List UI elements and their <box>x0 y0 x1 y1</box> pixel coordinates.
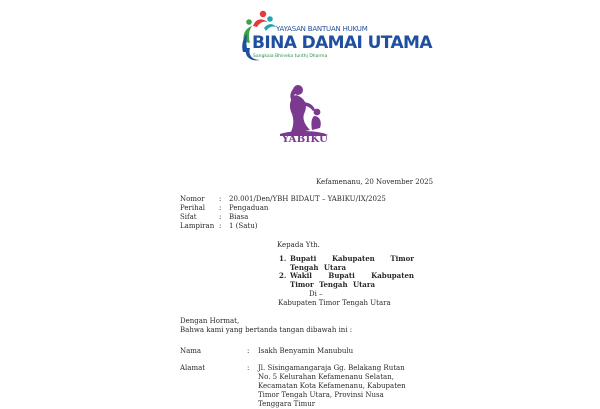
field-label-nama: Nama <box>180 347 202 355</box>
field-label-alamat: Alamat <box>180 364 206 372</box>
to-heading: Kepada Yth. <box>277 241 320 249</box>
meta-value-perihal: Pengaduan <box>229 204 269 212</box>
meta-value-lampiran: 1 (Satu) <box>229 222 258 230</box>
meta-label-sifat: Sifat <box>180 213 197 221</box>
meta-label-lampiran: Lampiran <box>180 222 215 230</box>
yabiku-logo-text: YABIKU <box>281 134 329 145</box>
recipient-1: Bupati Kabupaten Timor Tengah Utara <box>290 254 414 272</box>
regency-label: Kabupaten Timor Tengah Utara <box>278 299 391 307</box>
meta-colon: : <box>219 195 222 203</box>
greeting: Dengan Hormat, <box>180 317 240 325</box>
meta-value-nomor: 20.001/Den/YBH BIDAUT – YABIKU/IX/2025 <box>229 195 386 203</box>
field-colon: : <box>247 347 250 355</box>
meta-value-sifat: Biasa <box>229 213 249 221</box>
di-label: Di – <box>309 290 323 298</box>
org-tagline: Sangkaia Bhineka tunthj Dharma <box>253 54 328 59</box>
org-name: BINA DAMAI UTAMA <box>252 33 432 53</box>
letterhead <box>238 8 432 66</box>
recipient-2: Wakil Bupati Kabupaten Timor Tengah Utara <box>290 271 414 289</box>
intro-sentence: Bahwa kami yang bertanda tangan dibawah ini : <box>180 326 353 334</box>
recipient-number: 1. <box>279 254 287 263</box>
meta-colon: : <box>219 204 222 212</box>
place-date: Kefamenanu, 20 November 2025 <box>316 178 434 186</box>
meta-colon: : <box>219 213 222 221</box>
meta-label-nomor: Nomor <box>180 195 205 203</box>
recipient-number: 2. <box>279 271 287 280</box>
foundation-label: YAYASAN BANTUAN HUKUM <box>276 25 368 33</box>
field-colon: : <box>247 364 250 372</box>
meta-colon: : <box>219 222 222 230</box>
field-value-alamat: Jl. Sisingamangaraja Gg. Belakang Rutan No. 5 Kelurahan Kefamenanu Selatan, Kecamatan Kota Kefamenanu, Kabupaten Timor Tengah Utara, Provinsi Nusa Tenggara Timur <box>258 364 406 408</box>
meta-label-perihal: Perihal <box>180 204 206 212</box>
field-value-nama: Isakh Benyamin Manubulu <box>258 347 354 355</box>
